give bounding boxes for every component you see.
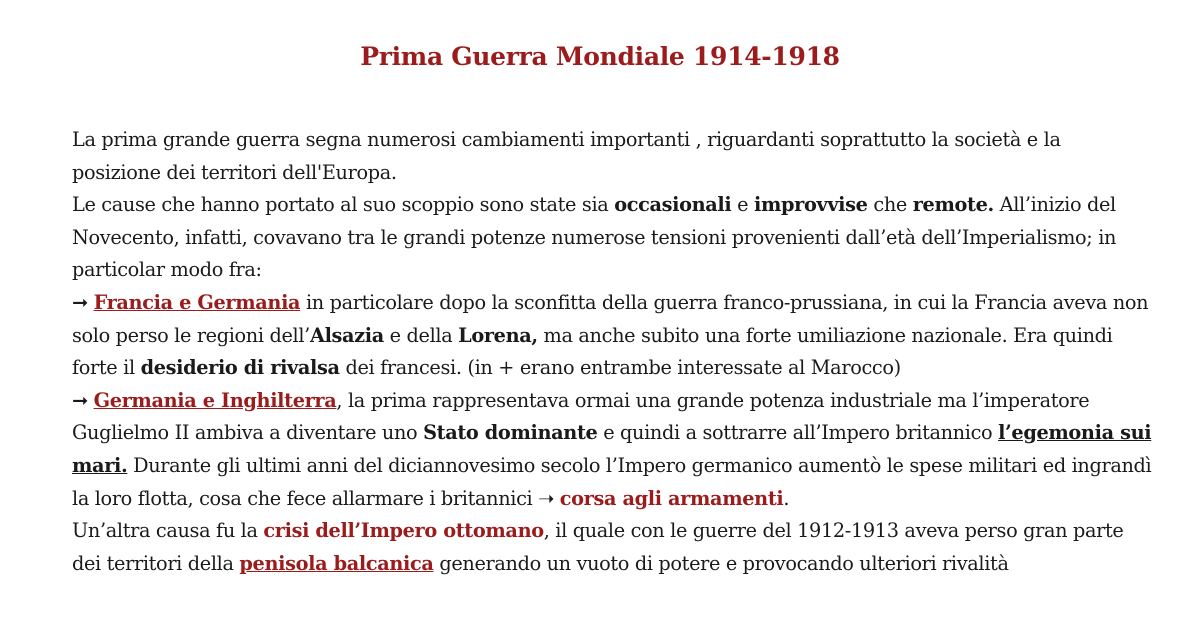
paragraph-impero-ottomano: [72, 515, 1152, 580]
underlined-term: l’egemonia sui mari.: [72, 421, 1152, 477]
heading-link-germania-inghilterra: Germania e Inghilterra: [93, 388, 337, 412]
text: e della: [383, 323, 459, 347]
highlight-term: corsa agli armamenti: [559, 486, 784, 510]
bold-term: Lorena,: [458, 323, 538, 347]
bold-term: Alsazia: [309, 323, 384, 347]
text: in particolare dopo la sconfitta della guerra franco-prussiana, in cui la Francia aveva non solo perso le regioni dell’: [72, 290, 1149, 347]
text: All’inizio del Novecento, infatti, covavano tra le grandi potenze numerose tensioni provenienti dall’età dell’Imperialismo; in particolar modo fra:: [72, 193, 1117, 282]
document-title: Prima Guerra Mondiale 1914-1918: [360, 42, 840, 71]
bold-term: desiderio di rivalsa: [140, 356, 340, 380]
text: generando un vuoto di potere e provocando ulteriori rivalità: [433, 551, 1009, 575]
bold-term: improvvise: [754, 193, 868, 217]
text: Un’altra causa fu la: [72, 519, 264, 543]
highlight-term: penisola balcanica: [239, 551, 434, 575]
text: .: [783, 486, 790, 510]
bold-term: Stato dominante: [423, 421, 598, 445]
text: La prima grande guerra segna numerosi cambiamenti importanti , riguardanti soprattutto la società e la posizione dei territori dell'Europa.: [72, 128, 1061, 184]
text: Durante gli ultimi anni del diciannovesimo secolo l’Impero germanico aumentò le spese militari ed ingrandì la loro flotta, cosa che fece allarmare i britannici ➝: [72, 453, 1152, 510]
text: dei francesi. (in + erano entrambe interessate al Marocco): [339, 356, 901, 380]
arrow-icon: ➞: [72, 388, 94, 412]
highlight-term: crisi dell’Impero ottomano: [263, 519, 544, 543]
paragraph-intro: [72, 124, 1152, 189]
text: che: [867, 193, 913, 217]
text: Le cause che hanno portato al suo scoppio sono state sia: [72, 193, 615, 217]
paragraph-causes: [72, 189, 1152, 287]
text: e quindi a sottrarre all’Impero britannico: [597, 421, 999, 445]
paragraph-germania-inghilterra: [72, 385, 1152, 515]
text: e: [731, 193, 754, 217]
heading-link-francia-germania: Francia e Germania: [93, 290, 301, 314]
bold-term: occasionali: [614, 193, 732, 217]
text: , il quale con le guerre del 1912-1913 aveva perso gran parte dei territori della: [72, 519, 1124, 575]
arrow-icon: ➞: [72, 290, 94, 314]
text: ma anche subito una forte umiliazione nazionale. Era quindi forte il: [72, 323, 1113, 380]
document-body: [72, 124, 1152, 580]
paragraph-francia-germania: [72, 287, 1152, 385]
bold-term: remote.: [912, 193, 994, 217]
text: , la prima rappresentava ormai una grande potenza industriale ma l’imperatore Guglielmo II ambiva a diventare uno: [72, 388, 1090, 445]
